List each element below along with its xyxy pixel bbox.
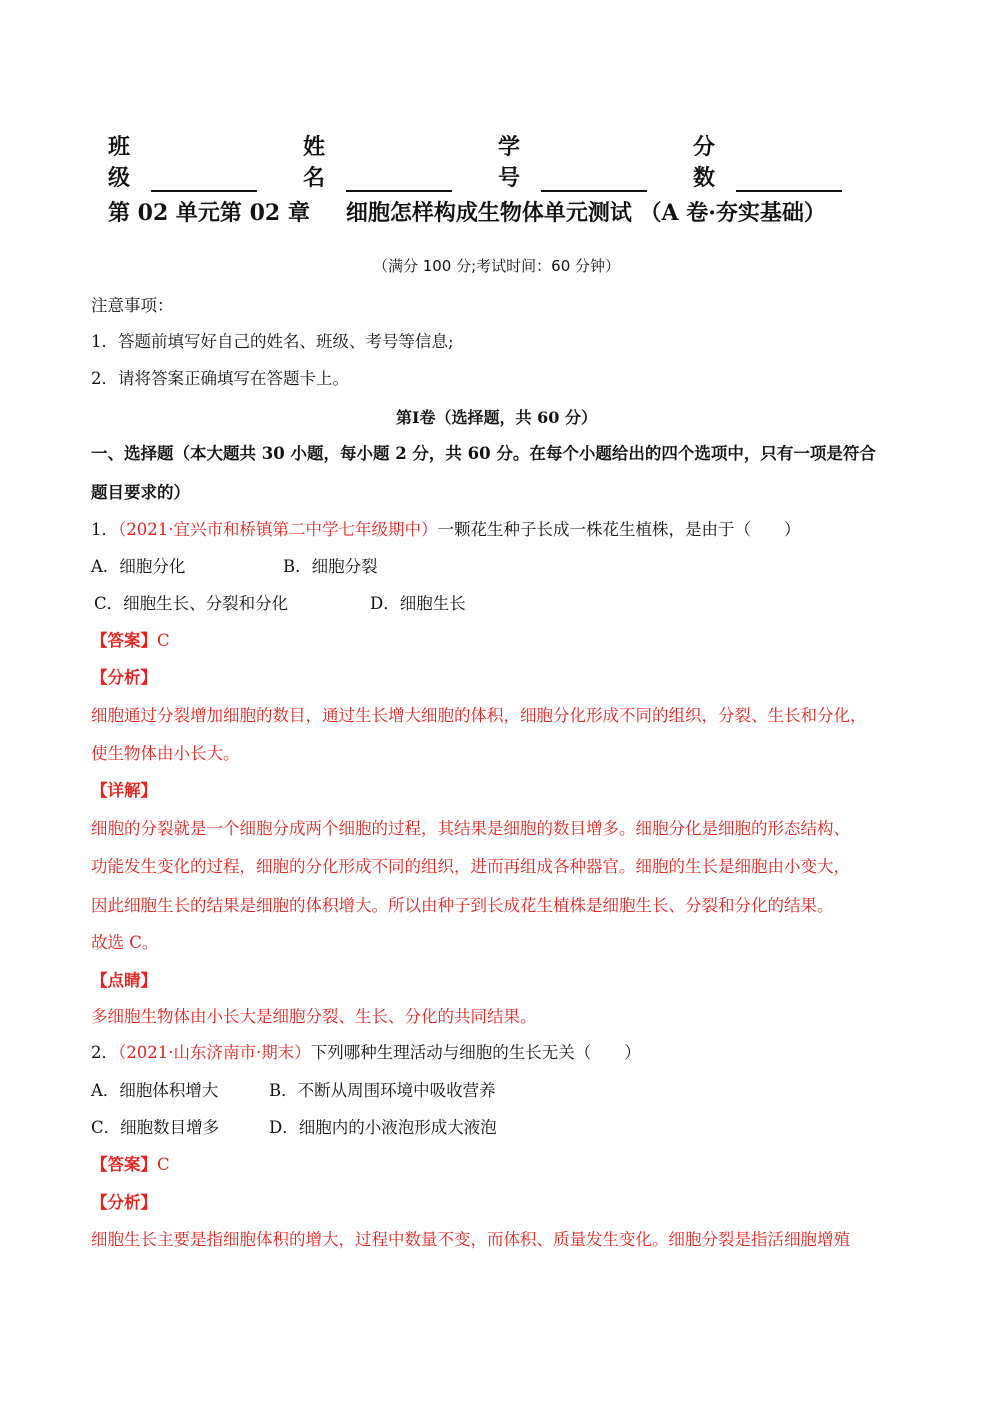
question-1-source: （2021·宜兴市和桥镇第二中学七年级期中） — [118, 520, 438, 539]
question-1-option-a[interactable]: A．细胞分化 — [91, 557, 186, 576]
score-field[interactable] — [693, 130, 842, 192]
question-1-stem-line — [91, 519, 801, 541]
title-unit: 第 02 单元第 02 章 — [108, 200, 310, 226]
question-2-number: 2． — [91, 1043, 118, 1062]
question-2-option-c[interactable]: C．细胞数目增多 — [91, 1118, 220, 1137]
question-2-answer — [91, 1154, 170, 1176]
student-id-label: 学号 — [498, 134, 521, 191]
section-title: 第Ⅰ卷（选择题，共 60 分） — [396, 408, 597, 427]
note-item-1: 1．答题前填写好自己的姓名、班级、考号等信息; — [91, 332, 454, 351]
student-id-field[interactable] — [498, 130, 647, 192]
question-2-stem-line — [91, 1042, 641, 1064]
name-field[interactable] — [303, 130, 452, 192]
question-1-option-d[interactable]: D．细胞生长 — [370, 594, 466, 613]
question-2-option-d[interactable]: D．细胞内的小液泡形成大液泡 — [269, 1118, 497, 1137]
question-1-options-row-1 — [91, 556, 378, 578]
question-1-comment-tag: 【点睛】 — [91, 971, 157, 990]
note-item-2: 2．请将答案正确填写在答题卡上。 — [91, 369, 349, 388]
student-info-row — [108, 130, 888, 192]
answer-value: C — [157, 1155, 170, 1174]
question-2-source: （2021·山东济南市·期末） — [118, 1043, 311, 1062]
question-2-analysis-tag: 【分析】 — [91, 1193, 157, 1212]
part-one-instructions-1: 一、选择题（本大题共 30 小题，每小题 2 分，共 60 分。在每个小题给出的四个选项中，只有一项是符合 — [91, 444, 876, 463]
score-label: 分数 — [693, 134, 716, 191]
title-name: 细胞怎样构成生物体单元测试 （A 卷·夯实基础） — [345, 200, 826, 226]
name-blank[interactable] — [346, 164, 452, 192]
notes-heading: 注意事项： — [91, 296, 174, 315]
question-1-stem: 一颗花生种子长成一株花生植株，是由于（ ） — [437, 520, 801, 539]
page-title — [108, 196, 826, 227]
question-2-options-row-2 — [91, 1117, 497, 1139]
question-2-stem: 下列哪种生理活动与细胞的生长无关（ ） — [310, 1043, 641, 1062]
question-1-number: 1． — [91, 520, 118, 539]
answer-value: C — [157, 631, 170, 650]
question-2-analysis-line-1: 细胞生长主要是指细胞体积的增大，过程中数量不变，而体积、质量发生变化。细胞分裂是指活细胞增殖 — [91, 1230, 850, 1249]
question-1-option-b[interactable]: B．细胞分裂 — [283, 557, 378, 576]
question-1-analysis-line-2: 使生物体由小长大。 — [91, 744, 240, 763]
part-one-instructions-2: 题目要求的） — [91, 483, 190, 502]
class-blank[interactable] — [151, 164, 257, 192]
answer-tag: 【答案】 — [91, 1155, 157, 1174]
question-1-detail-line-2: 功能发生变化的过程，细胞的分化形成不同的组织，进而再组成各种器官。细胞的生长是细胞由小变大， — [91, 857, 850, 876]
question-2-option-b[interactable]: B．不断从周围环境中吸收营养 — [269, 1081, 496, 1100]
exam-subtitle: （满分 100 分;考试时间：60 分钟） — [372, 257, 621, 275]
question-1-answer — [91, 630, 170, 652]
question-1-detail-tag: 【详解】 — [91, 781, 157, 800]
question-1-option-c[interactable]: C．细胞生长、分裂和分化 — [94, 594, 289, 613]
score-blank[interactable] — [736, 164, 842, 192]
question-1-detail-line-1: 细胞的分裂就是一个细胞分成两个细胞的过程，其结果是细胞的数目增多。细胞分化是细胞的形态结构、 — [91, 819, 850, 838]
student-id-blank[interactable] — [541, 164, 647, 192]
name-label: 姓名 — [303, 134, 326, 191]
question-1-options-row-2 — [94, 593, 466, 615]
question-1-analysis-line-1: 细胞通过分裂增加细胞的数目，通过生长增大细胞的体积，细胞分化形成不同的组织，分裂、生长和分化， — [91, 706, 867, 725]
answer-tag: 【答案】 — [91, 631, 157, 650]
question-2-options-row-1 — [91, 1080, 496, 1102]
class-label: 班级 — [108, 134, 131, 191]
question-1-detail-line-4: 故选 C。 — [91, 933, 159, 952]
question-2-option-a[interactable]: A．细胞体积增大 — [91, 1081, 219, 1100]
class-field[interactable] — [108, 130, 257, 192]
question-1-analysis-tag: 【分析】 — [91, 668, 157, 687]
question-1-detail-line-3: 因此细胞生长的结果是细胞的体积增大。所以由种子到长成花生植株是细胞生长、分裂和分化的结果。 — [91, 896, 834, 915]
question-1-comment: 多细胞生物体由小长大是细胞分裂、生长、分化的共同结果。 — [91, 1007, 537, 1026]
